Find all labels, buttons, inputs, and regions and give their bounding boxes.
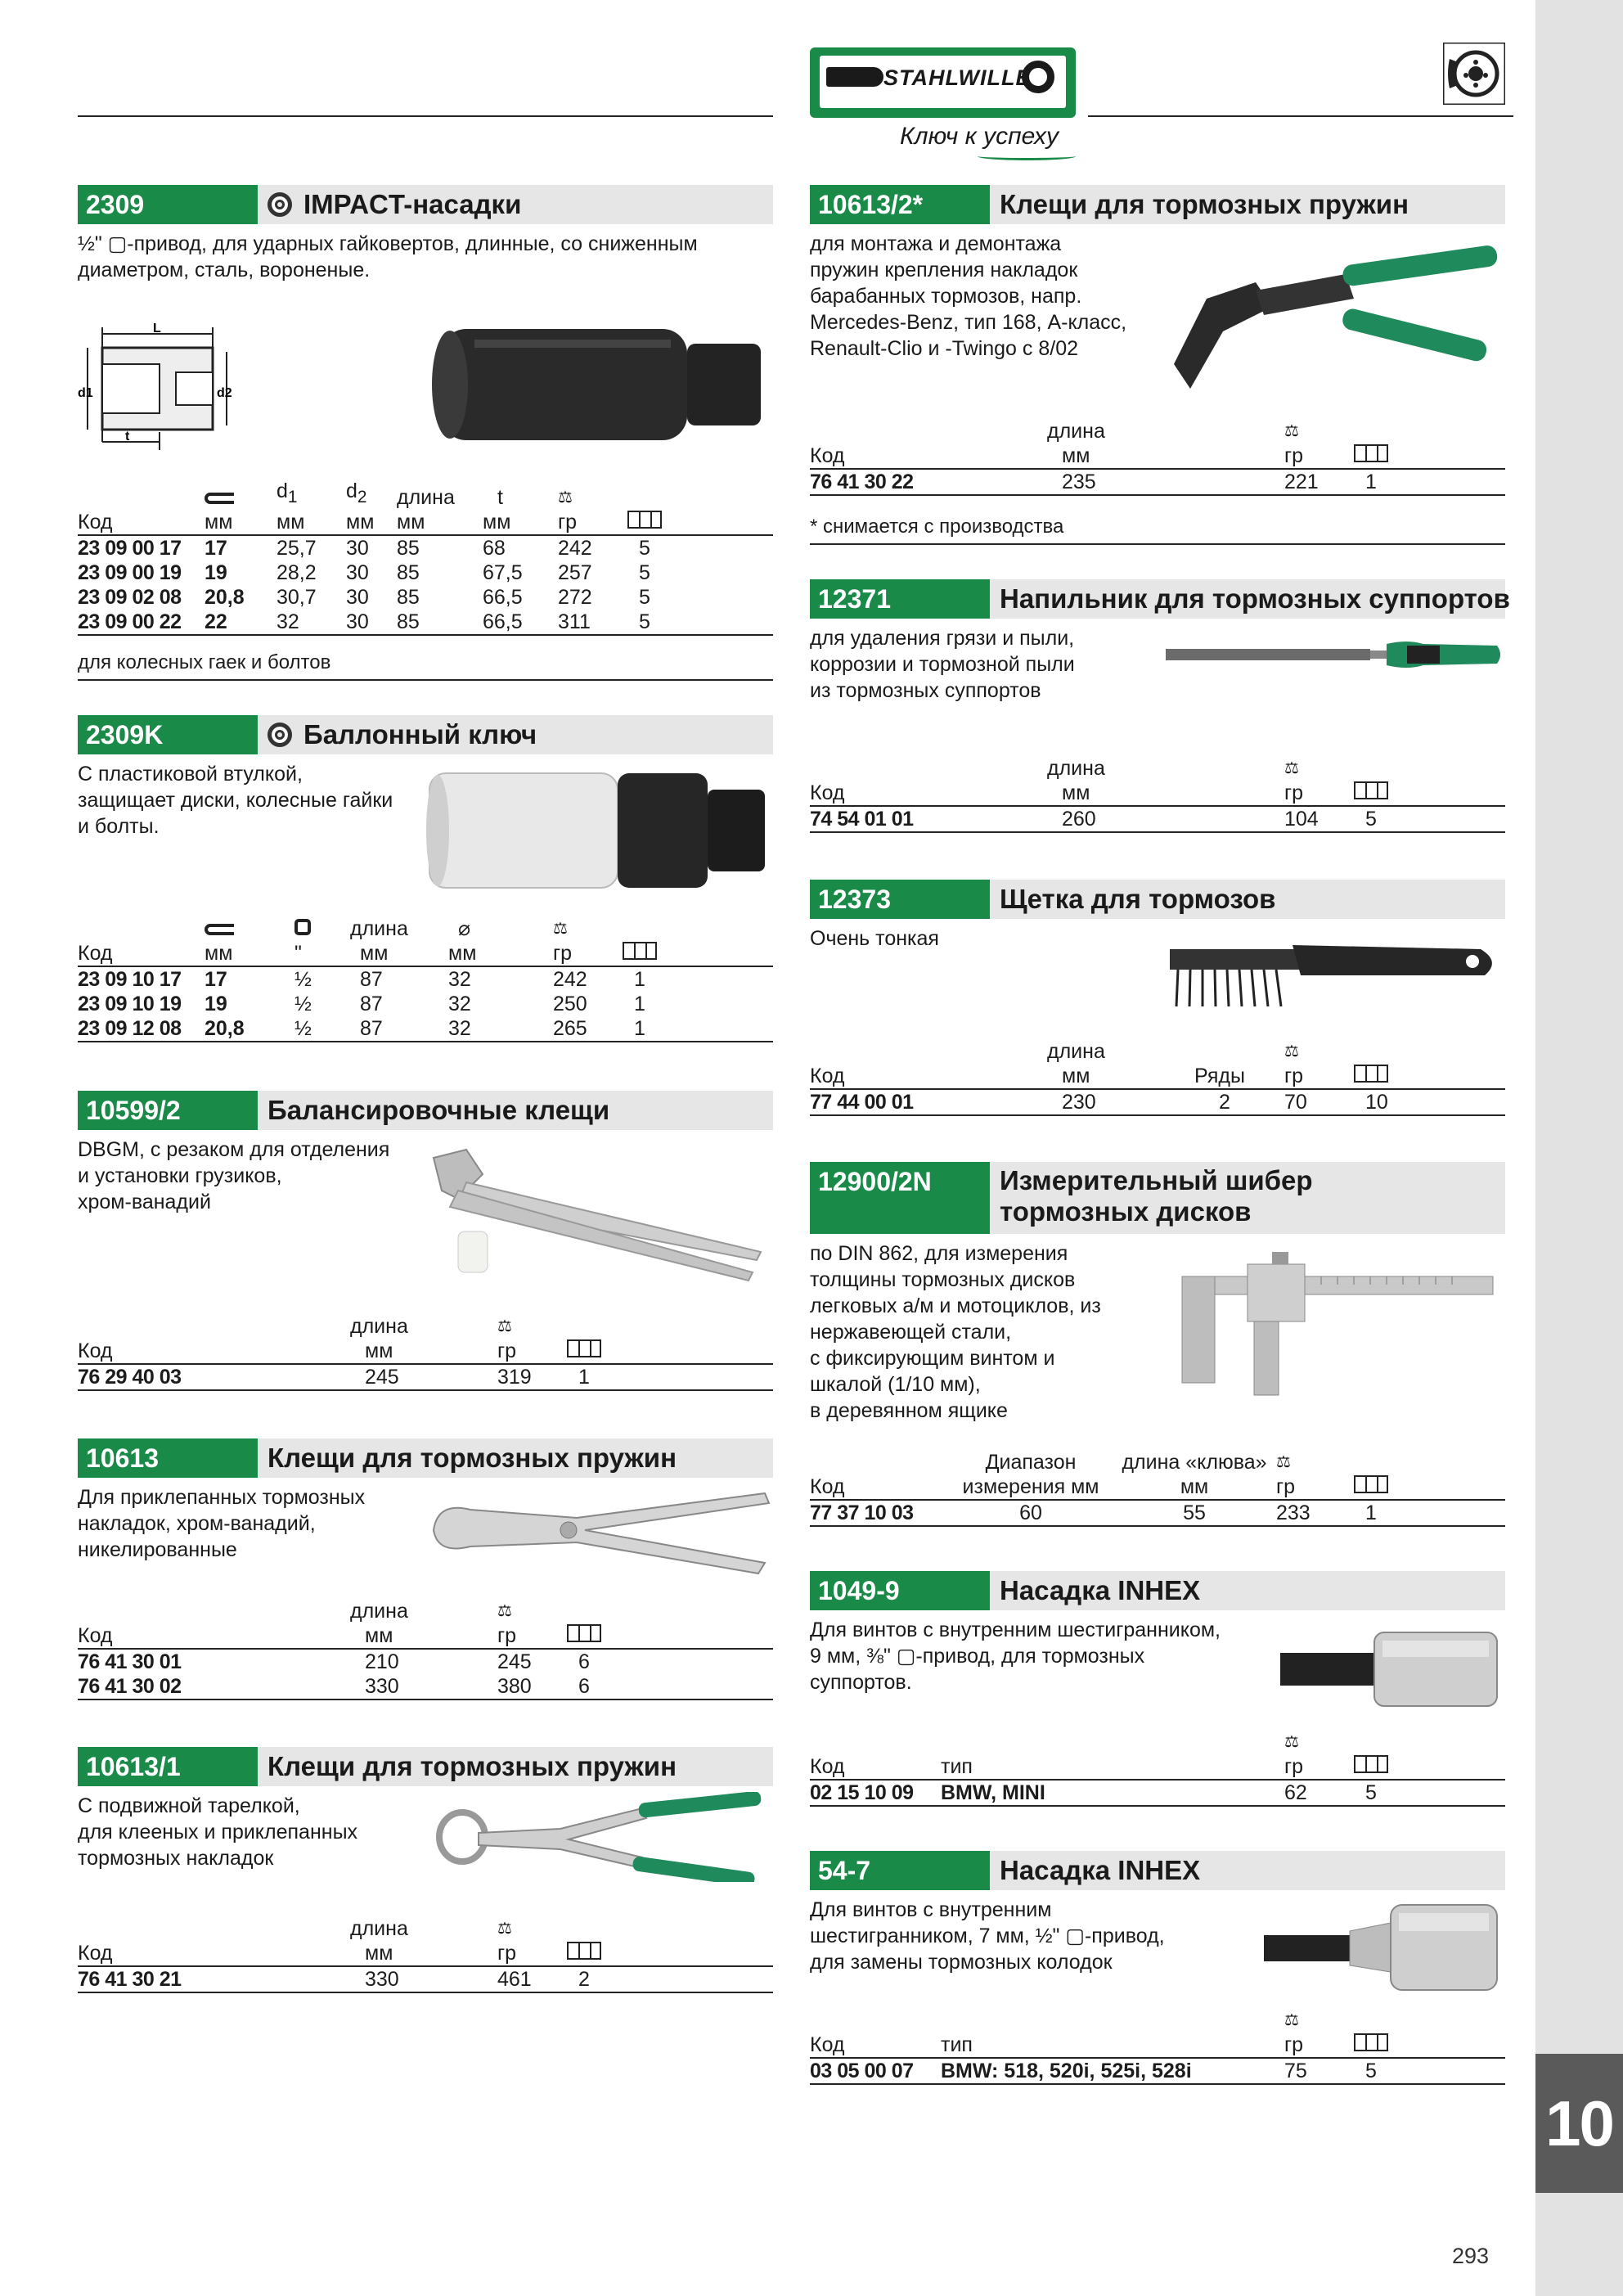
section-header	[78, 185, 773, 224]
table-10599-2: длина ⚖ Код мм гр 76 29 40 03 245 319 1	[78, 1312, 773, 1391]
section-title: Щетка для тормозов	[1000, 884, 1276, 914]
section-description: для монтажа и демонтажа пружин крепления накладок барабанных тормозов, напр. Mercedes-Benz, тип 168, A-класс, Renault-Clio и -Twingo с 8/02	[810, 232, 1127, 360]
article-code[interactable]: 12371	[810, 579, 990, 619]
table-row[interactable]: 76 41 30 22 235 221 1	[810, 469, 1505, 495]
table-note: для колесных гаек и болтов	[78, 651, 331, 673]
socket-dimension-drawing	[78, 319, 241, 458]
scale-icon: ⚖	[1284, 1733, 1298, 1751]
table-row[interactable]: 02 15 10 09 BMW, MINI 62 5	[810, 1780, 1505, 1806]
scale-icon: ⚖	[1284, 759, 1298, 777]
table-row[interactable]: 23 09 12 08 20,8 ½ 87 32 265 1	[78, 1016, 773, 1042]
section-description: С пластиковой втулкой, защищает диски, колесные гайки и болты.	[78, 763, 393, 838]
section-title: Балансировочные клещи	[268, 1095, 610, 1125]
package-icon	[567, 1942, 601, 1960]
table-row[interactable]: 03 05 00 07 BMW: 518, 520i, 525i, 528i 75 5	[810, 2058, 1505, 2084]
article-code[interactable]: 2309K	[78, 715, 258, 754]
scale-icon: ⚖	[497, 1920, 511, 1938]
dim-L-label: L	[153, 322, 161, 335]
package-icon	[1354, 781, 1388, 799]
col-length: длина	[350, 917, 408, 940]
socket-ring-icon	[1022, 61, 1054, 93]
scale-icon: ⚖	[1284, 422, 1298, 440]
socket-icon	[268, 723, 292, 747]
caliper-file-image	[1162, 634, 1505, 675]
article-code[interactable]: 12373	[810, 880, 990, 919]
wheel-nut-socket-image	[421, 769, 773, 892]
package-icon	[623, 942, 657, 960]
section-description: Для приклепанных тормозных накладок, хром-ванадий, никелированные	[78, 1486, 366, 1561]
package-icon	[627, 511, 662, 529]
section-2309	[78, 185, 773, 283]
impact-socket-image	[425, 319, 777, 450]
brake-disc-caliper-image	[1158, 1248, 1505, 1411]
col-code: Код	[78, 1623, 350, 1649]
col-type: тип	[941, 1754, 1284, 1780]
wrench-size-icon	[205, 493, 234, 504]
section-description: DBGM, с резаком для отделения и установки грузиков, хром-ванадий	[78, 1138, 390, 1213]
wrench-size-icon	[205, 924, 234, 935]
package-icon	[1354, 1755, 1388, 1773]
col-code: Код	[810, 1064, 1047, 1089]
section-description: С подвижной тарелкой, для клееных и приклепанных тормозных накладок	[78, 1794, 358, 1870]
scale-icon: ⚖	[1284, 2011, 1298, 2029]
scale-icon: ⚖	[497, 1317, 511, 1335]
inhex-bit-9mm-image	[1276, 1624, 1505, 1714]
section-title: Насадка INHEX	[1000, 1575, 1201, 1605]
page-number: 293	[1452, 2244, 1490, 2268]
table-10613: длина ⚖ Код мм гр 76 41 30 01 210 245 6 76 41 30 02 330 380 6	[78, 1597, 773, 1700]
col-code: Код	[78, 941, 205, 966]
package-icon	[567, 1624, 601, 1642]
table-row[interactable]: 23 09 00 17 17 25,7 30 85 68 242 5	[78, 537, 650, 560]
section-description: Для винтов с внутренним шестигранником, 7 мм, ½" ▢-привод, для замены тормозных колодок	[810, 1898, 1165, 1974]
article-code[interactable]: 12900/2N	[810, 1162, 990, 1234]
table-row[interactable]: 76 29 40 03 245 319 1	[78, 1364, 773, 1390]
package-icon	[1354, 1475, 1388, 1493]
article-code[interactable]: 10613/2*	[810, 185, 990, 224]
section-title: Измерительный шибер тормозных дисков	[1000, 1165, 1313, 1227]
col-code: Код	[810, 1754, 941, 1780]
article-code[interactable]: 10599/2	[78, 1091, 258, 1130]
divider	[810, 543, 1505, 545]
brand-name: STAHLWILLE	[883, 65, 1032, 90]
brake-spring-pliers-image	[421, 1485, 773, 1583]
top-rule-right	[1088, 115, 1513, 117]
section-description: ½" ▢-привод, для ударных гайковертов, длинные, со сниженным диаметром, сталь, вороненые.	[78, 232, 698, 281]
table-1049-9: ⚖ Код тип гр 02 15 10 09 BMW, MINI 62 5	[810, 1728, 1505, 1807]
col-diameter: ⌀	[458, 917, 471, 940]
brake-spring-pliers-plate-image	[429, 1792, 773, 1882]
col-d2: $d_2$	[346, 479, 367, 506]
table-2309: $d_1$ $d_2$ длина t ⚖ Код мм мм мм мм мм гр 23 09 00 17 17 25,7 30 85 68 242 5 23 09 00 19 19 28,2 30 85 67,5 257 5 23 09 02 08 20,8 30,7 30 85 66,5 272 5 23 09 00 22 22 32 30 85 66,5 311 5	[78, 479, 773, 636]
wrench-icon	[826, 67, 883, 87]
article-code[interactable]: 54-7	[810, 1851, 990, 1890]
col-code: Код	[78, 510, 205, 535]
package-icon	[567, 1339, 601, 1357]
section-description: для удаления грязи и пыли, коррозии и тормозной пыли из тормозных суппортов	[810, 627, 1075, 702]
brand-logo[interactable]	[810, 47, 1076, 118]
divider	[78, 679, 773, 681]
table-10613-1: длина ⚖ Код мм гр 76 41 30 21 330 461 2	[78, 1915, 773, 1993]
table-row[interactable]: 23 09 00 22 22 32 30 85 66,5 311 5	[78, 610, 773, 635]
brake-spring-pliers-green-image	[1158, 233, 1505, 405]
table-row[interactable]: 77 37 10 03 60 55 233 1	[810, 1500, 1505, 1526]
package-icon	[1354, 444, 1388, 462]
col-code: Код	[810, 443, 1047, 469]
article-code[interactable]: 2309	[78, 185, 258, 224]
dim-d1-label: d1	[78, 386, 93, 400]
article-code[interactable]: 10613/1	[78, 1747, 258, 1786]
scale-icon: ⚖	[1284, 1042, 1298, 1060]
page-sidebar	[1535, 0, 1623, 2296]
section-title: Насадка INHEX	[1000, 1855, 1201, 1885]
brake-disc-icon	[1443, 43, 1505, 105]
slogan-underline	[978, 152, 1076, 160]
brake-brush-image	[1162, 925, 1505, 1015]
section-title: Напильник для тормозных суппортов	[1000, 583, 1510, 614]
package-icon	[1354, 2033, 1388, 2051]
chapter-tab[interactable]: 10	[1535, 2054, 1623, 2193]
col-code: Код	[810, 1474, 949, 1500]
col-code: Код	[78, 1339, 350, 1364]
col-rows: Ряды	[1162, 1064, 1284, 1089]
top-rule-left	[78, 115, 773, 117]
table-row[interactable]: 23 09 10 17 17 ½ 87 32 242 1	[78, 968, 645, 991]
section-description: Очень тонкая	[810, 927, 939, 950]
table-row[interactable]: 23 09 00 19 19 28,2 30 85 67,5 257 5	[78, 561, 650, 584]
socket-icon	[268, 192, 292, 217]
col-type: тип	[941, 2033, 1284, 2058]
package-icon	[1354, 1065, 1388, 1083]
scale-icon: ⚖	[1276, 1453, 1290, 1471]
col-code: Код	[78, 1941, 350, 1966]
section-title: IMPACT-насадки	[268, 185, 521, 224]
article-code[interactable]: 1049-9	[810, 1571, 990, 1610]
table-row[interactable]: 77 44 00 01 230 2 70 10	[810, 1089, 1505, 1115]
table-row[interactable]: 23 09 02 08 20,8 30,7 30 85 66,5 272 5	[78, 586, 650, 609]
dim-t-label: t	[125, 430, 130, 443]
inhex-bit-7mm-image	[1260, 1898, 1505, 1997]
col-t: t	[497, 486, 503, 509]
table-12373: длина ⚖ Код мм Ряды гр 77 44 00 01 230 2 70 10	[810, 1038, 1505, 1116]
col-length: длина	[397, 486, 455, 509]
table-row[interactable]: 76 41 30 02 330 380 6	[78, 1674, 773, 1699]
balancing-pliers-image	[409, 1141, 773, 1289]
table-54-7: ⚖ Код тип гр 03 05 00 07 BMW: 518, 520i, 525i, 528i 75 5	[810, 2006, 1505, 2085]
table-row[interactable]: 76 41 30 01 210 245 6	[78, 1650, 590, 1673]
table-row[interactable]: 76 41 30 21 330 461 2	[78, 1966, 773, 1992]
section-title: Клещи для тормозных пружин	[268, 1751, 677, 1781]
section-description: по DIN 862, для измерения толщины тормозных дисков легковых а/м и мотоциклов, из нержавеющей стали, с фиксирующим винтом и шкалой (1/10 мм), в деревянном ящике	[810, 1242, 1101, 1422]
col-code: Код	[810, 781, 1047, 806]
section-title: Баллонный ключ	[268, 715, 537, 754]
scale-icon: ⚖	[553, 920, 567, 938]
brand-slogan: Ключ к успеху	[900, 123, 1059, 150]
article-code[interactable]: 10613	[78, 1438, 258, 1478]
table-2309k: длина ⌀ ⚖ Код мм " мм мм гр 23 09 10 17 17 ½ 87 32 242 1 23 09 10 19 19 ½ 87 32 250 1 23 09 12 08 20,8 ½ 87 32 265 1	[78, 915, 773, 1042]
table-row[interactable]: 74 54 01 01 260 104 5	[810, 806, 1505, 832]
table-12900-2n: Диапазон длина «клюва» ⚖ Код измерения мм мм гр 77 37 10 03 60 55 233 1	[810, 1448, 1505, 1527]
table-row[interactable]: 23 09 10 19 19 ½ 87 32 250 1	[78, 993, 645, 1015]
section-description: Для винтов с внутренним шестигранником, 9 мм, ⅜" ▢-привод, для тормозных суппортов.	[810, 1618, 1221, 1694]
table-10613-2: длина ⚖ Код мм гр 76 41 30 22 235 221 1	[810, 417, 1505, 496]
col-d1: $d_1$	[276, 479, 298, 506]
scale-icon: ⚖	[558, 488, 572, 506]
section-title: Клещи для тормозных пружин	[268, 1443, 677, 1473]
table-12371: длина ⚖ Код мм гр 74 54 01 01 260 104 5	[810, 754, 1505, 833]
scale-icon: ⚖	[497, 1602, 511, 1620]
col-code: Код	[810, 2033, 941, 2058]
table-note: * снимается с производства	[810, 515, 1064, 538]
section-title: Клещи для тормозных пружин	[1000, 189, 1409, 219]
dim-d2-label: d2	[217, 386, 232, 400]
square-drive-icon	[294, 919, 311, 935]
